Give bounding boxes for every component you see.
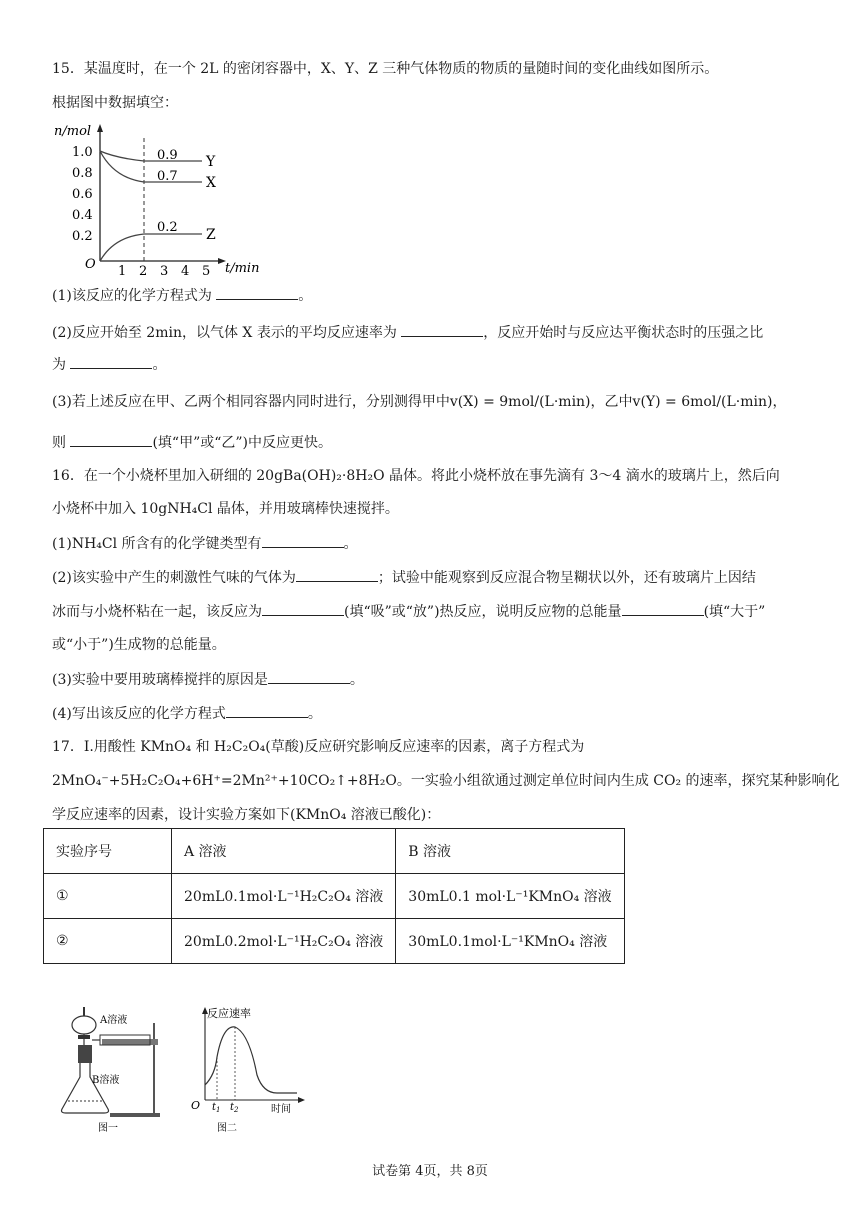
answer-blank[interactable]: [401, 322, 483, 337]
curve-x-value: 0.7: [157, 169, 178, 184]
curve-y-name: Y: [206, 154, 216, 170]
ytick-label: 0.6: [72, 187, 93, 202]
n-t-graph: [52, 120, 267, 278]
table-cell: 20mL0.1mol·L⁻¹H₂C₂O₄ 溶液: [172, 874, 396, 919]
experiment-table: [43, 828, 625, 964]
q15-part3: (3)若上述反应在甲、乙两个相同容器内同时进行，分别测得甲中v(X) = 9mol/(L·min)，乙中v(Y) = 6mol/(L·min)，: [52, 394, 787, 410]
label-b-solution: B溶液: [92, 1075, 120, 1086]
q17-stem-3: 学反应速率的因素，设计实验方案如下(KMnO₄ 溶液已酸化)：: [52, 807, 441, 823]
q17-stem-1: 17．I.用酸性 KMnO₄ 和 H₂C₂O₄(草酸)反应研究影响反应速率的因素，离子方程式为: [52, 739, 585, 755]
graph-xlabel: t/min: [225, 261, 260, 276]
q15-part1: (1)该反应的化学方程式为 。: [52, 285, 312, 306]
q16-part2-cont: 冰而与小烧杯粘在一起，该反应为 (填“吸”或“放”)热反应，说明反应物的总能量 (填“大于”: [52, 601, 765, 622]
xtick-label: 1: [118, 264, 127, 278]
answer-blank[interactable]: [622, 601, 704, 616]
q16-part4: (4)写出该反应的化学方程式 。: [52, 703, 322, 724]
table-cell: 30mL0.1mol·L⁻¹KMnO₄ 溶液: [396, 919, 624, 964]
curve-x-name: X: [206, 175, 216, 191]
fig2-t1-label: $t_1$: [212, 1102, 221, 1114]
answer-blank[interactable]: [262, 601, 344, 616]
answer-blank[interactable]: [226, 703, 308, 718]
figure1-caption: 图一: [98, 1123, 118, 1134]
q15-part2-cont: 为 。: [52, 354, 166, 375]
table-header: B 溶液: [396, 829, 624, 874]
table-cell: 20mL0.2mol·L⁻¹H₂C₂O₄ 溶液: [172, 919, 396, 964]
figure2-caption: 图二: [217, 1123, 237, 1134]
q16-part3: (3)实验中要用玻璃棒搅拌的原因是 。: [52, 669, 364, 690]
q16-part1: (1)NH₄Cl 所含有的化学键类型有 。: [52, 533, 358, 554]
curve-z: [100, 234, 202, 261]
xtick-label: 2: [139, 264, 148, 278]
graph-origin: O: [85, 257, 96, 272]
table-row: [44, 874, 625, 919]
curve-y: [100, 151, 202, 161]
table-header: 实验序号: [44, 829, 172, 874]
table-header-row: [44, 829, 625, 874]
curve-z-value: 0.2: [157, 220, 178, 235]
table-cell: ②: [44, 919, 172, 964]
ytick-label: 1.0: [72, 145, 93, 160]
fig2-origin: O: [191, 1099, 201, 1112]
rate-curve: [205, 1027, 297, 1093]
fig2-ylabel: 反应速率: [207, 1007, 251, 1020]
separatory-funnel: [72, 1016, 96, 1034]
q15-stem: 15．某温度时，在一个 2L 的密闭容器中，X、Y、Z 三种气体物质的物质的量随时间的变化曲线如图所示。: [52, 61, 719, 77]
answer-blank[interactable]: [262, 533, 344, 548]
stand-base: [110, 1113, 160, 1117]
q16-part2-end: 或“小于”)生成物的总能量。: [52, 637, 226, 653]
curve-y-value: 0.9: [157, 148, 178, 163]
q15-part2: (2)反应开始至 2min，以气体 X 表示的平均反应速率为 ，反应开始时与反应达平衡状态时的压强之比: [52, 322, 763, 343]
conical-flask: [62, 1063, 109, 1113]
funnel-stopcock: [78, 1035, 90, 1039]
rubber-stopper: [78, 1045, 92, 1063]
fig2-xlabel: 时间: [271, 1104, 291, 1115]
table-cell: ①: [44, 874, 172, 919]
table-row: [44, 919, 625, 964]
q16-part2: (2)该实验中产生的刺激性气味的气体为 ；试验中能观察到反应混合物呈糊状以外，还有玻璃片上因结: [52, 567, 756, 588]
answer-blank[interactable]: [70, 354, 152, 369]
ytick-label: 0.2: [72, 229, 93, 244]
answer-blank[interactable]: [216, 285, 298, 300]
fig2-t2-label: $t_2$: [230, 1102, 239, 1114]
ytick-label: 0.8: [72, 166, 93, 181]
xtick-label: 3: [160, 264, 169, 278]
rate-time-figure: [187, 1005, 307, 1135]
curve-z-name: Z: [206, 227, 216, 243]
answer-blank[interactable]: [296, 567, 378, 582]
answer-blank[interactable]: [268, 669, 350, 684]
apparatus-figure: [42, 1005, 172, 1135]
q16-stem-1: 16．在一个小烧杯里加入研细的 20gBa(OH)₂·8H₂O 晶体。将此小烧杯放在事先滴有 3～4 滴水的玻璃片上，然后向: [52, 468, 780, 484]
ytick-label: 0.4: [72, 208, 93, 223]
xtick-label: 5: [202, 264, 211, 278]
graph-ylabel: n/mol: [54, 124, 92, 139]
table-cell: 30mL0.1 mol·L⁻¹KMnO₄ 溶液: [396, 874, 624, 919]
label-a-solution: A溶液: [100, 1015, 128, 1026]
q15-intro: 根据图中数据填空：: [52, 95, 178, 111]
q16-stem-2: 小烧杯中加入 10gNH₄Cl 晶体，并用玻璃棒快速搅拌。: [52, 501, 399, 517]
q17-stem-2: 2MnO₄⁻+5H₂C₂O₄+6H⁺=2Mn²⁺+10CO₂↑+8H₂O。一实验小组欲通过测定单位时间内生成 CO₂ 的速率，探究某种影响化: [52, 773, 840, 789]
q15-part3-cont: 则 (填“甲”或“乙”)中反应更快。: [52, 432, 332, 453]
page-footer: 试卷第 4页，共 8页: [372, 1164, 488, 1179]
xtick-label: 4: [181, 264, 190, 278]
answer-blank[interactable]: [70, 432, 152, 447]
graph-y-arrow: [97, 124, 103, 132]
table-header: A 溶液: [172, 829, 396, 874]
